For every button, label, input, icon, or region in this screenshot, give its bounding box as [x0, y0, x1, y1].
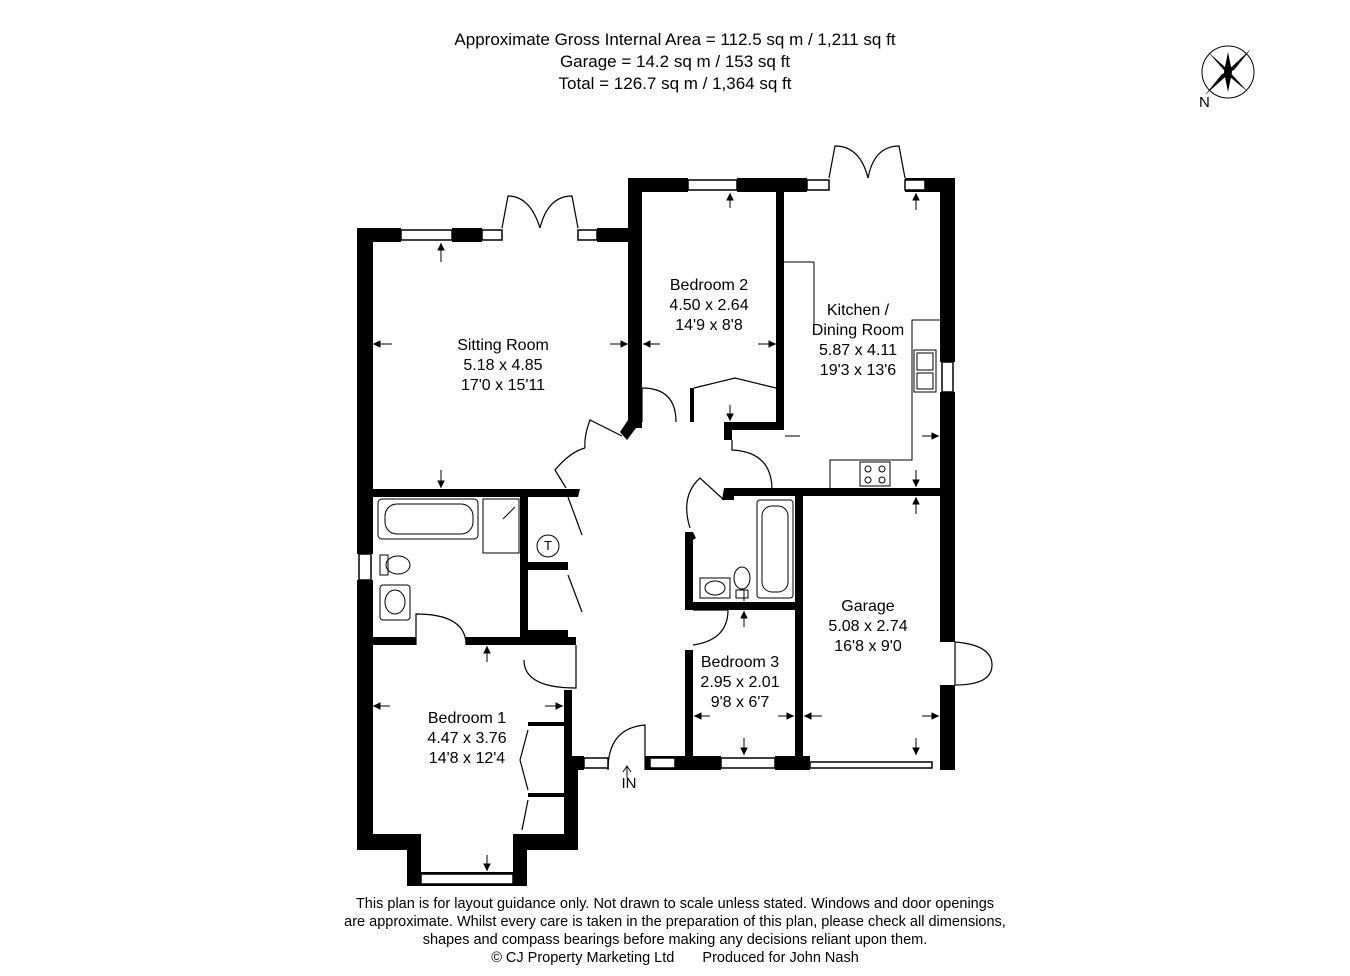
- sitting-room-metric: 5.18 x 4.85: [463, 357, 543, 374]
- bedroom-3-metric: 2.95 x 2.01: [700, 674, 780, 691]
- bedroom-2-name: Bedroom 2: [669, 277, 749, 294]
- total-area: Total = 126.7 sq m / 1,364 sq ft: [558, 74, 792, 93]
- sitting-room-imperial: 17'0 x 15'11: [460, 377, 546, 394]
- tank-label: T: [544, 538, 552, 553]
- kitchen-imperial: 19'3 x 13'6: [819, 362, 897, 379]
- compass-north-label: N: [1199, 94, 1210, 111]
- disclaimer-line1: This plan is for layout guidance only. Not drawn to scale unless stated. Windows and door openings: [355, 896, 995, 912]
- garage-name: Garage: [841, 598, 895, 615]
- produced-for-text: Produced for John Nash: [702, 950, 859, 966]
- copyright-text: © CJ Property Marketing Ltd: [491, 950, 675, 966]
- disclaimer: [0, 895, 1350, 967]
- credits: [0, 949, 1350, 967]
- disclaimer-line3: shapes and compass bearings before making any decisions reliant upon them.: [422, 932, 928, 948]
- bedroom-3-name: Bedroom 3: [700, 654, 780, 671]
- sitting-room-name: Sitting Room: [457, 337, 549, 354]
- bedroom-2-imperial: 14'9 x 8'8: [675, 317, 743, 334]
- bedroom-1-imperial: 14'8 x 12'4: [428, 750, 506, 767]
- kitchen-name-line1: Kitchen /: [826, 302, 890, 319]
- gross-internal-area: Approximate Gross Internal Area = 112.5 sq m / 1,211 sq ft: [454, 30, 896, 49]
- garage-metric: 5.08 x 2.74: [828, 618, 908, 635]
- kitchen-name-line2: Dining Room: [811, 322, 905, 339]
- external-walls: [357, 178, 955, 886]
- bedroom-3-label: [700, 653, 779, 713]
- entrance-label: IN: [621, 775, 637, 792]
- bedroom-1-metric: 4.47 x 3.76: [427, 730, 507, 747]
- windows: [359, 180, 953, 884]
- bedroom-3-imperial: 9'8 x 6'7: [710, 694, 770, 711]
- garage-label: [828, 597, 907, 657]
- sitting-room-label: [457, 336, 549, 396]
- bedroom-1-name: Bedroom 1: [427, 710, 507, 727]
- bedroom-2-label: [669, 276, 748, 336]
- kitchen-label: [812, 301, 904, 381]
- garage-imperial: 16'8 x 9'0: [834, 638, 902, 655]
- bedroom-2-metric: 4.50 x 2.64: [669, 297, 749, 314]
- kitchen-metric: 5.87 x 4.11: [819, 342, 897, 359]
- internal-walls: [373, 192, 940, 797]
- compass-icon: [1202, 46, 1254, 98]
- disclaimer-line2: are approximate. Whilst every care is taken in the preparation of this plan, please check all dimensions,: [344, 914, 1006, 930]
- garage-area: Garage = 14.2 sq m / 153 sq ft: [559, 52, 791, 71]
- bedroom-1-label: [427, 709, 506, 769]
